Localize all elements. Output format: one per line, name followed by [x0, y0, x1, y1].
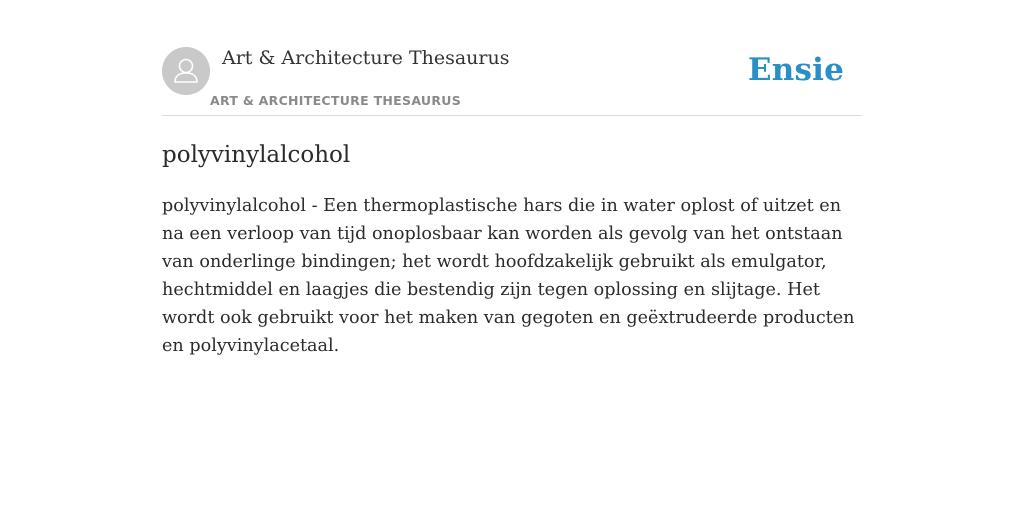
entry-title: polyvinylalcohol	[162, 142, 351, 168]
entry-definition: polyvinylalcohol - Een thermoplastische hars die in water oplost of uitzet en na een verloop van tijd onoplosbaar kan worden als gevolg van het ontstaan van onderlinge bindingen; het wordt hoofdzakelijk gebruikt als emulgator, hechtmiddel en laagjes die bestendig zijn tegen oplossing en slijtage. Het wordt ook gebruikt voor het maken van gegoten en geëxtrudeerde producten en polyvinylacetaal.	[162, 196, 855, 356]
ensie-logo[interactable]: Ensie	[747, 52, 844, 88]
page-container	[162, 0, 862, 512]
entry-header	[162, 0, 862, 116]
author-subtitle: ART & ARCHITECTURE THESAURUS	[210, 93, 462, 108]
user-silhouette-icon	[162, 47, 210, 95]
author-name-link[interactable]: Art & Architecture Thesaurus	[222, 47, 510, 69]
author-avatar[interactable]	[162, 47, 210, 95]
